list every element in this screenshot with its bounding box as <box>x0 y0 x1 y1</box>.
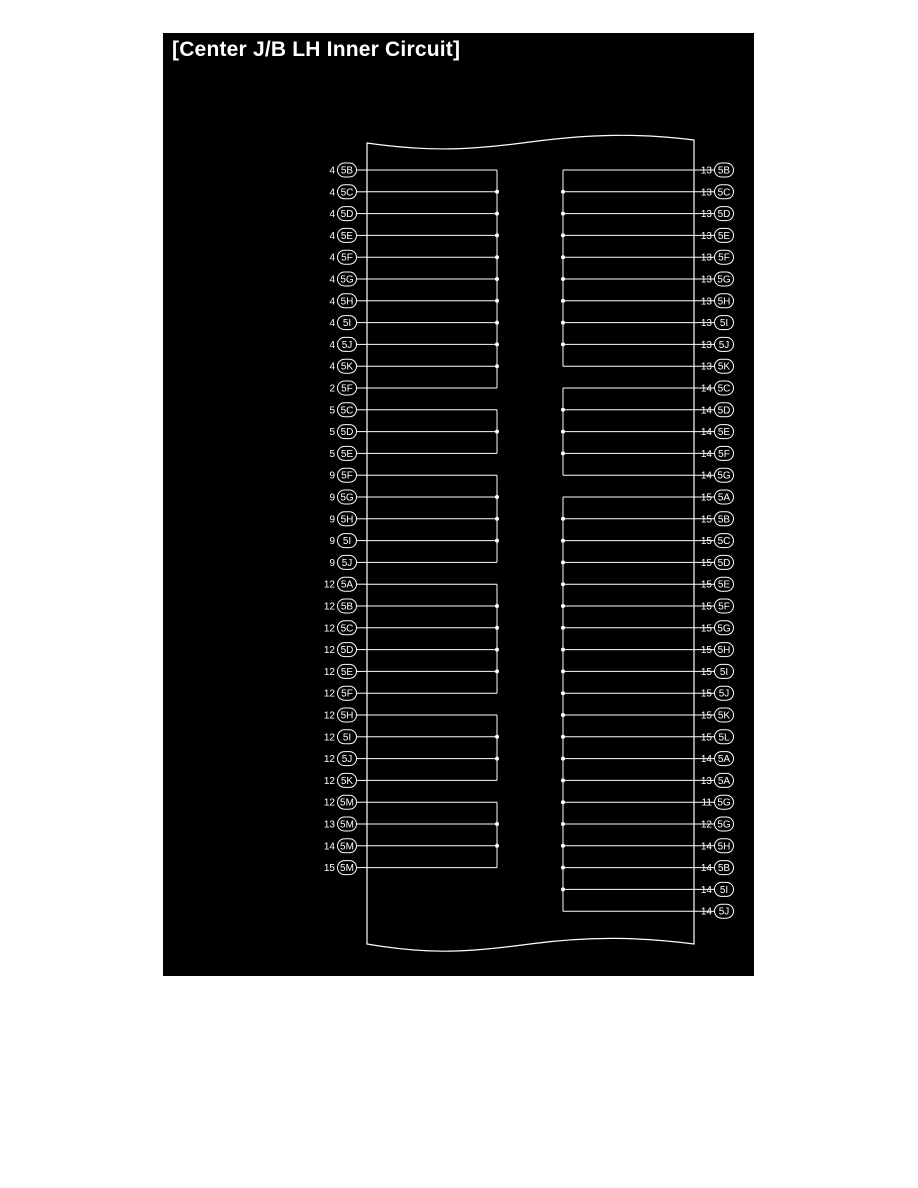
terminal-pin-number: 15 <box>700 688 712 700</box>
junction-dot <box>495 212 499 216</box>
terminal-pin-number: 4 <box>329 252 335 264</box>
left-terminal <box>324 817 367 831</box>
terminal-pin-number: 15 <box>700 710 712 722</box>
terminal-code: 5H <box>717 841 731 853</box>
right-terminal <box>694 512 734 526</box>
terminal-pin-number: 15 <box>700 601 712 613</box>
terminal-pin-number: 5 <box>329 427 335 439</box>
terminal-pin-number: 13 <box>700 165 712 177</box>
terminal-pin-number: 15 <box>700 645 712 657</box>
right-terminal <box>694 425 734 439</box>
terminal-pin-number: 13 <box>323 819 335 831</box>
terminal-code: 5D <box>340 209 354 221</box>
terminal-pin-number: 4 <box>329 318 335 330</box>
terminal-code: 5A <box>717 775 731 787</box>
left-terminal <box>329 490 367 504</box>
left-terminal <box>329 316 367 330</box>
terminal-code: 5I <box>342 732 352 744</box>
right-terminal <box>694 534 734 548</box>
junction-dot <box>561 648 565 652</box>
terminal-pin-number: 14 <box>700 863 712 875</box>
terminal-pin-number: 11 <box>701 797 712 809</box>
left-wire-group <box>367 802 499 867</box>
diagram-title: [Center J/B LH Inner Circuit] <box>172 38 461 61</box>
junction-dot <box>495 495 499 499</box>
terminal-code: 5F <box>341 252 353 264</box>
terminal-code: 5J <box>718 906 730 918</box>
right-terminal <box>694 904 734 918</box>
left-terminal <box>324 861 367 875</box>
right-wire-group <box>561 388 694 475</box>
terminal-code: 5M <box>340 841 354 853</box>
terminal-pin-number: 9 <box>329 536 335 548</box>
junction-dot <box>495 539 499 543</box>
junction-dot <box>561 560 565 564</box>
terminal-pin-number: 9 <box>329 557 335 569</box>
junction-dot <box>495 430 499 434</box>
terminal-pin-number: 14 <box>700 427 712 439</box>
right-terminal <box>694 490 734 504</box>
terminal-code: 5G <box>717 819 731 831</box>
terminal-code: 5J <box>341 339 353 351</box>
right-terminal <box>694 882 734 896</box>
terminal-code: 5C <box>340 623 354 635</box>
right-terminal <box>694 664 734 678</box>
left-terminal <box>324 730 367 744</box>
junction-dot <box>561 778 565 782</box>
terminal-code: 5I <box>342 318 352 330</box>
terminal-pin-number: 4 <box>329 230 335 242</box>
terminal-pin-number: 13 <box>700 296 712 308</box>
terminal-pin-number: 14 <box>700 754 712 766</box>
junction-dot <box>561 691 565 695</box>
right-terminal <box>694 272 734 286</box>
terminal-code: 5E <box>340 230 354 242</box>
terminal-pin-number: 13 <box>700 775 712 787</box>
terminal-code: 5F <box>718 601 730 613</box>
terminal-pin-number: 13 <box>700 230 712 242</box>
junction-dot <box>495 255 499 259</box>
terminal-code: 5A <box>717 754 731 766</box>
terminal-code: 5C <box>340 405 354 417</box>
right-terminal <box>694 773 734 787</box>
terminal-pin-number: 12 <box>323 688 335 700</box>
left-terminal <box>324 708 367 722</box>
right-terminal <box>694 817 734 831</box>
left-terminal <box>324 643 367 657</box>
terminal-code: 5G <box>717 797 731 809</box>
right-terminal-labels <box>694 163 734 918</box>
left-terminal <box>329 403 367 417</box>
terminal-code: 5H <box>717 296 731 308</box>
right-wire-group <box>561 170 694 366</box>
terminal-pin-number: 9 <box>329 514 335 526</box>
left-terminal <box>329 446 367 460</box>
terminal-pin-number: 4 <box>329 361 335 373</box>
terminal-code: 5C <box>717 383 731 395</box>
terminal-code: 5G <box>717 470 731 482</box>
terminal-pin-number: 14 <box>700 841 712 853</box>
left-terminal <box>329 228 367 242</box>
junction-dot <box>561 669 565 673</box>
terminal-pin-number: 15 <box>700 492 712 504</box>
junction-dot <box>495 321 499 325</box>
terminal-pin-number: 14 <box>700 470 712 482</box>
right-terminal <box>694 861 734 875</box>
terminal-pin-number: 12 <box>323 754 335 766</box>
terminal-code: 5E <box>340 448 354 460</box>
terminal-pin-number: 13 <box>700 339 712 351</box>
right-terminal <box>694 403 734 417</box>
terminal-pin-number: 12 <box>323 666 335 678</box>
junction-dot <box>561 713 565 717</box>
junction-dot <box>561 408 565 412</box>
right-terminal <box>694 686 734 700</box>
left-terminal <box>324 577 367 591</box>
terminal-pin-number: 12 <box>323 645 335 657</box>
terminal-pin-number: 12 <box>323 623 335 635</box>
terminal-pin-number: 14 <box>700 906 712 918</box>
terminal-pin-number: 15 <box>700 579 712 591</box>
terminal-code: 5B <box>717 514 731 526</box>
junction-dot <box>495 626 499 630</box>
left-terminal <box>324 795 367 809</box>
terminal-code: 5A <box>340 579 354 591</box>
terminal-code: 5H <box>340 710 354 722</box>
junction-dot <box>561 582 565 586</box>
right-terminal <box>694 795 734 809</box>
terminal-pin-number: 13 <box>700 187 712 199</box>
terminal-code: 5J <box>718 688 730 700</box>
left-terminal <box>329 294 367 308</box>
terminal-code: 5J <box>718 339 730 351</box>
left-terminal <box>329 381 367 395</box>
right-terminal <box>694 207 734 221</box>
terminal-code: 5E <box>717 427 731 439</box>
terminal-code: 5B <box>340 601 354 613</box>
left-terminal <box>324 773 367 787</box>
junction-dot <box>561 451 565 455</box>
left-terminal <box>329 512 367 526</box>
terminal-pin-number: 4 <box>329 296 335 308</box>
terminal-code: 5M <box>340 819 354 831</box>
left-terminal <box>324 599 367 613</box>
terminal-pin-number: 13 <box>700 318 712 330</box>
left-wire-group <box>367 715 499 780</box>
terminal-code: 5F <box>341 470 353 482</box>
terminal-pin-number: 4 <box>329 339 335 351</box>
right-terminal <box>694 316 734 330</box>
terminal-code: 5H <box>717 645 731 657</box>
terminal-pin-number: 12 <box>323 579 335 591</box>
junction-dot <box>561 255 565 259</box>
right-terminal <box>694 839 734 853</box>
terminal-pin-number: 14 <box>700 405 712 417</box>
terminal-code: 5B <box>717 165 731 177</box>
terminal-pin-number: 15 <box>700 514 712 526</box>
terminal-code: 5K <box>340 361 354 373</box>
junction-dot <box>495 233 499 237</box>
right-wire-group <box>561 497 694 911</box>
right-terminal <box>694 621 734 635</box>
terminal-code: 5G <box>717 274 731 286</box>
right-terminal <box>694 643 734 657</box>
left-terminal <box>324 621 367 635</box>
terminal-code: 5B <box>717 863 731 875</box>
left-terminal <box>324 686 367 700</box>
terminal-pin-number: 12 <box>700 819 712 831</box>
terminal-code: 5M <box>340 863 354 875</box>
junction-dot <box>561 517 565 521</box>
junction-dot <box>495 822 499 826</box>
terminal-code: 5F <box>718 448 730 460</box>
junction-dot <box>495 277 499 281</box>
junction-dot <box>561 277 565 281</box>
right-terminal <box>694 446 734 460</box>
left-terminal <box>329 250 367 264</box>
terminal-pin-number: 5 <box>329 448 335 460</box>
right-terminal <box>694 359 734 373</box>
terminal-code: 5G <box>717 623 731 635</box>
junction-dot <box>561 887 565 891</box>
terminal-pin-number: 14 <box>323 841 335 853</box>
terminal-code: 5C <box>717 536 731 548</box>
junction-dot <box>495 648 499 652</box>
terminal-code: 5J <box>341 754 353 766</box>
terminal-pin-number: 13 <box>700 209 712 221</box>
left-terminal <box>329 534 367 548</box>
left-terminal-labels <box>324 163 367 875</box>
terminal-code: 5D <box>340 427 354 439</box>
terminal-pin-number: 13 <box>700 274 712 286</box>
terminal-code: 5I <box>719 666 729 678</box>
terminal-code: 5I <box>719 318 729 330</box>
right-terminal <box>694 163 734 177</box>
terminal-code: 5I <box>719 884 729 896</box>
terminal-pin-number: 2 <box>329 383 335 395</box>
terminal-pin-number: 15 <box>700 557 712 569</box>
junction-dot <box>561 735 565 739</box>
terminal-code: 5K <box>340 775 354 787</box>
right-terminal <box>694 294 734 308</box>
terminal-code: 5G <box>340 274 354 286</box>
terminal-code: 5H <box>340 296 354 308</box>
terminal-pin-number: 14 <box>700 448 712 460</box>
right-terminal <box>694 468 734 482</box>
terminal-pin-number: 12 <box>323 710 335 722</box>
terminal-pin-number: 15 <box>700 732 712 744</box>
left-terminal <box>329 555 367 569</box>
right-terminal <box>694 599 734 613</box>
left-wire-group <box>367 410 499 454</box>
left-terminal <box>329 359 367 373</box>
junction-dot <box>561 212 565 216</box>
wire-traces <box>367 170 694 911</box>
terminal-pin-number: 14 <box>700 884 712 896</box>
left-wire-group <box>367 584 499 693</box>
left-terminal <box>329 272 367 286</box>
junction-dot <box>495 844 499 848</box>
terminal-pin-number: 12 <box>323 775 335 787</box>
terminal-pin-number: 15 <box>700 623 712 635</box>
terminal-code: 5E <box>340 666 354 678</box>
terminal-pin-number: 13 <box>700 252 712 264</box>
junction-dot <box>561 757 565 761</box>
terminal-code: 5C <box>717 187 731 199</box>
junction-dot <box>561 342 565 346</box>
junction-dot <box>495 299 499 303</box>
terminal-pin-number: 13 <box>700 361 712 373</box>
junction-dot <box>495 735 499 739</box>
terminal-pin-number: 4 <box>329 274 335 286</box>
junction-dot <box>495 364 499 368</box>
right-terminal <box>694 381 734 395</box>
junction-dot <box>561 299 565 303</box>
junction-dot <box>561 866 565 870</box>
junction-dot <box>561 626 565 630</box>
junction-dot <box>495 517 499 521</box>
terminal-pin-number: 4 <box>329 187 335 199</box>
terminal-pin-number: 9 <box>329 470 335 482</box>
junction-dot <box>561 539 565 543</box>
junction-dot <box>561 321 565 325</box>
terminal-pin-number: 12 <box>323 732 335 744</box>
terminal-pin-number: 15 <box>700 536 712 548</box>
junction-dot <box>495 342 499 346</box>
junction-dot <box>561 430 565 434</box>
junction-dot <box>561 604 565 608</box>
junction-dot <box>561 233 565 237</box>
terminal-code: 5F <box>341 383 353 395</box>
terminal-pin-number: 15 <box>323 863 335 875</box>
junction-dot <box>561 822 565 826</box>
terminal-pin-number: 12 <box>323 797 335 809</box>
terminal-code: 5C <box>340 187 354 199</box>
junction-dot <box>561 800 565 804</box>
left-terminal <box>329 468 367 482</box>
left-wire-group <box>367 170 499 388</box>
right-terminal <box>694 250 734 264</box>
right-terminal <box>694 337 734 351</box>
left-terminal <box>329 337 367 351</box>
left-terminal <box>324 752 367 766</box>
left-terminal <box>324 664 367 678</box>
terminal-code: 5I <box>342 536 352 548</box>
terminal-code: 5H <box>340 514 354 526</box>
right-terminal <box>694 752 734 766</box>
terminal-pin-number: 4 <box>329 209 335 221</box>
terminal-code: 5A <box>717 492 731 504</box>
terminal-code: 5D <box>340 645 354 657</box>
terminal-pin-number: 14 <box>700 383 712 395</box>
terminal-pin-number: 12 <box>323 601 335 613</box>
junction-dot <box>561 844 565 848</box>
left-terminal <box>329 163 367 177</box>
terminal-pin-number: 15 <box>700 666 712 678</box>
right-terminal <box>694 577 734 591</box>
terminal-code: 5B <box>340 165 354 177</box>
left-terminal <box>329 425 367 439</box>
terminal-code: 5G <box>340 492 354 504</box>
terminal-pin-number: 4 <box>329 165 335 177</box>
terminal-code: 5E <box>717 579 731 591</box>
terminal-code: 5F <box>718 252 730 264</box>
junction-dot <box>495 190 499 194</box>
terminal-code: 5K <box>717 710 731 722</box>
left-terminal <box>329 185 367 199</box>
terminal-pin-number: 5 <box>329 405 335 417</box>
right-terminal <box>694 708 734 722</box>
terminal-code: 5M <box>340 797 354 809</box>
terminal-code: 5D <box>717 557 731 569</box>
terminal-code: 5K <box>717 361 731 373</box>
right-terminal <box>694 185 734 199</box>
terminal-code: 5E <box>717 230 731 242</box>
right-terminal <box>694 730 734 744</box>
terminal-code: 5F <box>341 688 353 700</box>
left-wire-group <box>367 475 499 562</box>
junction-dot <box>495 757 499 761</box>
junction-dot <box>495 669 499 673</box>
right-terminal <box>694 555 734 569</box>
left-terminal <box>324 839 367 853</box>
junction-dot <box>495 604 499 608</box>
terminal-code: 5D <box>717 209 731 221</box>
terminal-code: 5L <box>718 732 730 744</box>
terminal-code: 5J <box>341 557 353 569</box>
terminal-pin-number: 9 <box>329 492 335 504</box>
terminal-code: 5D <box>717 405 731 417</box>
junction-dot <box>561 190 565 194</box>
right-terminal <box>694 228 734 242</box>
left-terminal <box>329 207 367 221</box>
